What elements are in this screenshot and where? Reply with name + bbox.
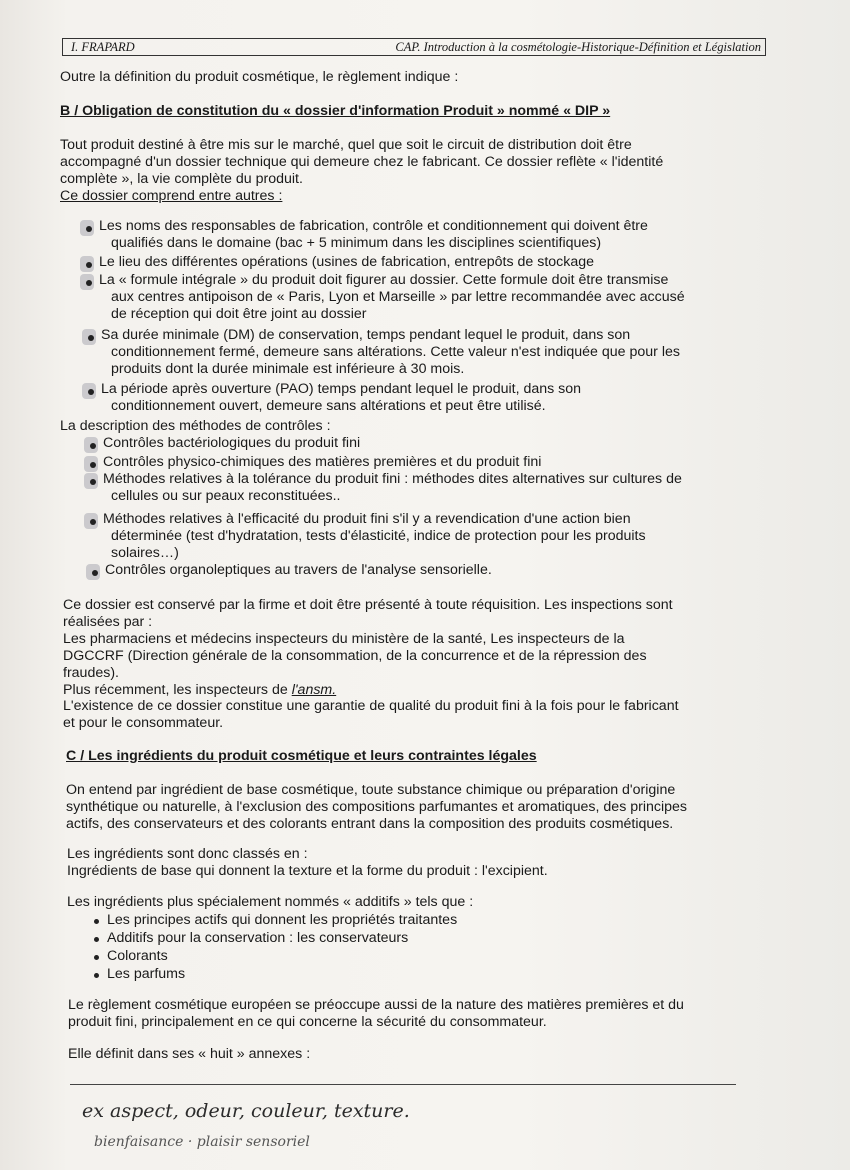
control-item: Contrôles bactériologiques du produit fini xyxy=(103,435,361,451)
section-c-title: C / Les ingrédients du produit cosmétique et leurs contraintes légales xyxy=(66,748,537,764)
header-course-title: CAP. Introduction à la cosmétologie-Historique-Définition et Législation xyxy=(395,40,761,54)
section-b-paragraph-line: Tout produit destiné à être mis sur le marché, quel que soit le circuit de distribution doit être xyxy=(60,137,632,153)
dossier-item: qualifiés dans le domaine (bac + 5 minimum dans les disciplines scientifiques) xyxy=(111,235,602,251)
section-b-title: B / Obligation de constitution du « dossier d'information Produit » nommé « DIP » xyxy=(60,103,611,119)
dossier-list-intro: Ce dossier comprend entre autres : xyxy=(60,188,283,204)
ingredient-classes: Les ingrédients sont donc classés en : xyxy=(67,846,308,862)
dossier-item: Sa durée minimale (DM) de conservation, temps pendant lequel le produit, dans son xyxy=(101,327,631,343)
bullet-icon xyxy=(94,973,99,978)
inspection-text: fraudes). xyxy=(63,665,119,681)
dossier-item: La période après ouverture (PAO) temps pendant lequel le produit, dans son xyxy=(101,381,582,397)
page-header xyxy=(62,38,766,56)
control-item: solaires…) xyxy=(111,545,179,561)
ingredient-definition: synthétique ou naturelle, à l'exclusion des compositions parfumantes et aromatiques, des principes xyxy=(66,799,688,815)
additifs-intro: Les ingrédients plus spécialement nommés « additifs » tels que : xyxy=(67,894,474,910)
guarantee-text: et pour le consommateur. xyxy=(63,715,224,731)
dossier-item: conditionnement fermé, demeure sans altérations. Cette valeur n'est indiquée que pour les xyxy=(111,344,680,360)
guarantee-text: L'existence de ce dossier constitue une garantie de qualité du produit fini à la fois pour le fabricant xyxy=(63,698,679,714)
bullet-icon xyxy=(86,226,92,232)
ansm-line xyxy=(63,682,336,699)
section-b-paragraph-line: complète », la vie complète du produit. xyxy=(60,171,303,187)
additif-item: Additifs pour la conservation : les conservateurs xyxy=(107,930,409,946)
control-item: Méthodes relatives à l'efficacité du produit fini s'il y a revendication d'une action bien xyxy=(103,511,631,527)
additif-item: Colorants xyxy=(107,948,168,964)
reglement-text: produit fini, principalement en ce qui concerne la sécurité du consommateur. xyxy=(68,1014,547,1030)
bullet-icon xyxy=(90,443,96,449)
inspection-text: DGCCRF (Direction générale de la consommation, de la concurrence et de la répression des xyxy=(63,648,647,664)
control-item: déterminée (test d'hydratation, tests d'élasticité, indice de protection pour les produits xyxy=(111,528,646,544)
dossier-item: La « formule intégrale » du produit doit figurer au dossier. Cette formule doit être transmise xyxy=(99,272,669,288)
control-item: Contrôles physico-chimiques des matières premières et du produit fini xyxy=(103,454,542,470)
bullet-icon xyxy=(92,570,98,576)
bullet-icon xyxy=(86,262,92,268)
ingredient-definition: actifs, des conservateurs et des colorants entrant dans la composition des produits cosmétiques. xyxy=(66,816,674,832)
handwritten-note: ex aspect, odeur, couleur, texture. xyxy=(82,1100,410,1122)
handwritten-note: bienfaisance · plaisir sensoriel xyxy=(94,1134,310,1150)
controls-intro: La description des méthodes de contrôles : xyxy=(60,418,331,434)
inspection-text: Ce dossier est conservé par la firme et doit être présenté à toute réquisition. Les inspections sont xyxy=(63,597,673,613)
bullet-icon xyxy=(86,280,92,286)
inspection-text: réalisées par : xyxy=(63,614,153,630)
header-author: I. FRAPARD xyxy=(71,40,135,54)
dossier-item: produits dont la durée minimale est inférieure à 30 mois. xyxy=(111,361,465,377)
control-item: Méthodes relatives à la tolérance du produit fini : méthodes dites alternatives sur cultures de xyxy=(103,471,682,487)
dossier-item: Le lieu des différentes opérations (usines de fabrication, entrepôts de stockage xyxy=(99,254,595,270)
dossier-item: Les noms des responsables de fabrication, contrôle et conditionnement qui doivent être xyxy=(99,218,648,234)
reglement-text: Le règlement cosmétique européen se préoccupe aussi de la nature des matières premières et du xyxy=(68,997,684,1013)
ansm-prefix: Plus récemment, les inspecteurs de xyxy=(63,682,292,698)
dossier-item: de réception qui doit être joint au dossier xyxy=(111,306,367,322)
bullet-icon xyxy=(88,335,94,341)
dossier-item: conditionnement ouvert, demeure sans altérations et peut être utilisé. xyxy=(111,398,546,414)
ingredient-classes: Ingrédients de base qui donnent la texture et la forme du produit : l'excipient. xyxy=(67,863,548,879)
control-item: Contrôles organoleptiques au travers de l'analyse sensorielle. xyxy=(105,562,492,578)
section-b-paragraph-line: accompagné d'un dossier technique qui demeure chez le fabricant. Ce dossier reflète « l'identité xyxy=(60,154,664,170)
additif-item: Les parfums xyxy=(107,966,186,982)
intro-text: Outre la définition du produit cosmétique, le règlement indique : xyxy=(60,69,459,85)
footer-rule xyxy=(70,1084,736,1085)
bullet-icon xyxy=(94,919,99,924)
ansm-link[interactable]: l'ansm. xyxy=(291,682,337,698)
additif-item: Les principes actifs qui donnent les propriétés traitantes xyxy=(107,912,458,928)
bullet-icon xyxy=(90,479,96,485)
bullet-icon xyxy=(94,955,99,960)
dossier-item: aux centres antipoison de « Paris, Lyon et Marseille » par lettre recommandée avec accusé xyxy=(111,289,685,305)
bullet-icon xyxy=(90,519,96,525)
bullet-icon xyxy=(94,937,99,942)
annexes-intro: Elle définit dans ses « huit » annexes : xyxy=(68,1046,311,1062)
control-item: cellules ou sur peaux reconstituées.. xyxy=(111,488,341,504)
bullet-icon xyxy=(88,389,94,395)
bullet-icon xyxy=(90,462,96,468)
ingredient-definition: On entend par ingrédient de base cosmétique, toute substance chimique ou préparation d'origine xyxy=(66,782,676,798)
inspection-text: Les pharmaciens et médecins inspecteurs du ministère de la santé, Les inspecteurs de la xyxy=(63,631,625,647)
